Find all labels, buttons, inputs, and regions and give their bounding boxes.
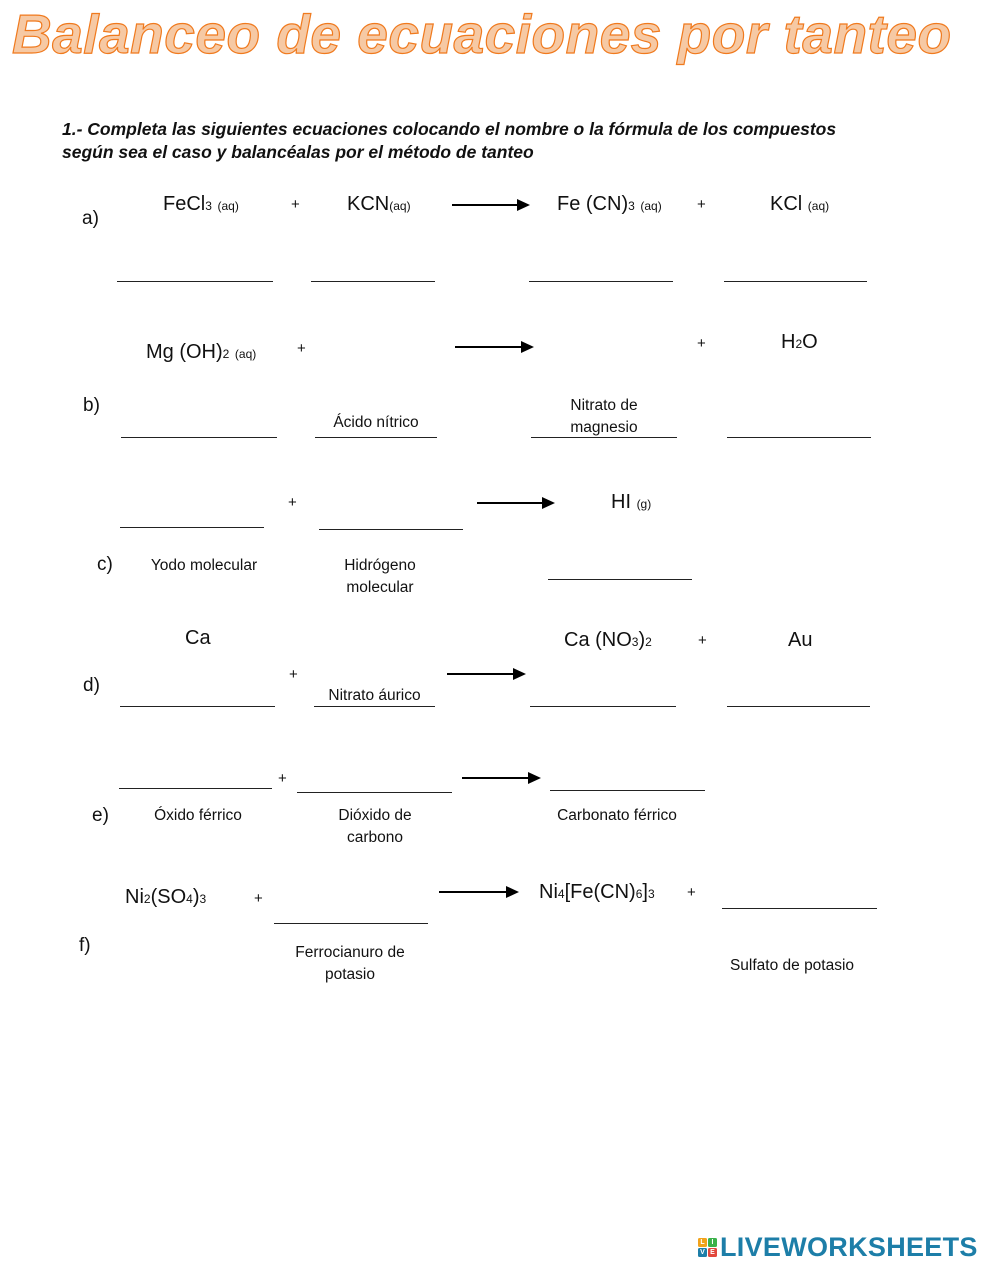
answer-line-e-1[interactable] bbox=[119, 788, 272, 789]
answer-line-b-1[interactable] bbox=[121, 437, 277, 438]
equation-a-product-2: KCl (aq) bbox=[770, 193, 830, 215]
logo-text: LIVEWORKSHEETS bbox=[720, 1232, 978, 1262]
equation-f-product-2-name: Sulfato de potasio bbox=[729, 957, 855, 974]
reaction-arrow bbox=[455, 346, 532, 348]
equation-b-reactant-1: Mg (OH)2 (aq) bbox=[146, 341, 257, 363]
reaction-arrow bbox=[439, 891, 517, 893]
instructions-line-2: según sea el caso y balancéalas por el método de tanteo bbox=[62, 142, 534, 162]
answer-line-f-2[interactable] bbox=[722, 908, 877, 909]
equation-c-label: c) bbox=[97, 554, 113, 575]
logo-tile: E bbox=[708, 1248, 717, 1257]
plus-sign: + bbox=[297, 340, 306, 357]
answer-line-d-2[interactable] bbox=[314, 706, 435, 707]
answer-line-b-2[interactable] bbox=[315, 437, 437, 438]
liveworksheets-logo-icon bbox=[698, 1238, 717, 1257]
plus-sign: + bbox=[254, 890, 263, 907]
equation-b-reactant-2-name: Ácido nítrico bbox=[333, 414, 419, 431]
instructions bbox=[62, 118, 836, 164]
equation-b-label: b) bbox=[83, 395, 100, 416]
answer-line-a-3[interactable] bbox=[529, 281, 673, 282]
answer-line-b-4[interactable] bbox=[727, 437, 871, 438]
logo-tile: I bbox=[708, 1238, 717, 1247]
equation-a-reactant-1: FeCl3 (aq) bbox=[163, 193, 239, 215]
answer-line-a-2[interactable] bbox=[311, 281, 435, 282]
equation-e-label: e) bbox=[92, 805, 109, 826]
reaction-arrow bbox=[462, 777, 539, 779]
plus-sign: + bbox=[687, 884, 696, 901]
plus-sign: + bbox=[698, 632, 707, 649]
equation-f-reactant-2-name: Ferrocianuro de potasio bbox=[295, 944, 405, 983]
equation-e-reactant-2-name: Dióxido de carbono bbox=[338, 807, 412, 846]
plus-sign: + bbox=[288, 494, 297, 511]
worksheet-title: Balanceo de ecuaciones por tanteo bbox=[12, 3, 952, 65]
logo-tile: V bbox=[698, 1248, 707, 1257]
answer-line-f-1[interactable] bbox=[274, 923, 428, 924]
answer-line-b-3[interactable] bbox=[531, 437, 677, 438]
equation-f-product-1: Ni4[Fe(CN)6]3 bbox=[539, 881, 655, 903]
plus-sign: + bbox=[697, 335, 706, 352]
equation-b-product-1-name: Nitrato de magnesio bbox=[570, 397, 638, 436]
equation-d-product-1: Ca (NO3)2 bbox=[564, 629, 652, 651]
answer-line-c-2[interactable] bbox=[319, 529, 463, 530]
instructions-line-1: 1.- Completa las siguientes ecuaciones colocando el nombre o la fórmula de los compuestos bbox=[62, 119, 837, 139]
equation-f-reactant-1: Ni2(SO4)3 bbox=[125, 886, 207, 908]
answer-line-a-1[interactable] bbox=[117, 281, 273, 282]
equation-c-reactant-1-name: Yodo molecular bbox=[150, 557, 258, 574]
plus-sign: + bbox=[278, 770, 287, 787]
equation-d-reactant-1: Ca bbox=[185, 627, 211, 649]
liveworksheets-logo bbox=[698, 1232, 978, 1263]
plus-sign: + bbox=[289, 666, 298, 683]
equation-c-reactant-2-name: Hidrógeno molecular bbox=[344, 557, 416, 596]
answer-line-c-1[interactable] bbox=[120, 527, 264, 528]
plus-sign: + bbox=[291, 196, 300, 213]
equation-c-product-1: HI (g) bbox=[611, 491, 652, 513]
equation-d-product-2: Au bbox=[788, 629, 813, 651]
reaction-arrow bbox=[447, 673, 524, 675]
equation-d-label: d) bbox=[83, 675, 100, 696]
equation-b-product-2: H2O bbox=[781, 331, 818, 353]
answer-line-d-4[interactable] bbox=[727, 706, 870, 707]
answer-line-d-3[interactable] bbox=[530, 706, 676, 707]
logo-tile: L bbox=[698, 1238, 707, 1247]
equation-f-label: f) bbox=[79, 935, 91, 956]
equation-e-product-1-name: Carbonato férrico bbox=[557, 807, 677, 824]
equation-d-reactant-2-name: Nitrato áurico bbox=[328, 687, 421, 704]
equation-a-reactant-2: KCN(aq) bbox=[347, 193, 411, 215]
answer-line-e-2[interactable] bbox=[297, 792, 452, 793]
equation-e-reactant-1-name: Óxido férrico bbox=[154, 807, 242, 824]
equation-a-label: a) bbox=[82, 208, 99, 229]
reaction-arrow bbox=[452, 204, 528, 206]
answer-line-e-3[interactable] bbox=[550, 790, 705, 791]
reaction-arrow bbox=[477, 502, 553, 504]
answer-line-d-1[interactable] bbox=[120, 706, 275, 707]
answer-line-a-4[interactable] bbox=[724, 281, 867, 282]
answer-line-c-3[interactable] bbox=[548, 579, 692, 580]
equation-a-product-1: Fe (CN)3 (aq) bbox=[557, 193, 662, 215]
plus-sign: + bbox=[697, 196, 706, 213]
